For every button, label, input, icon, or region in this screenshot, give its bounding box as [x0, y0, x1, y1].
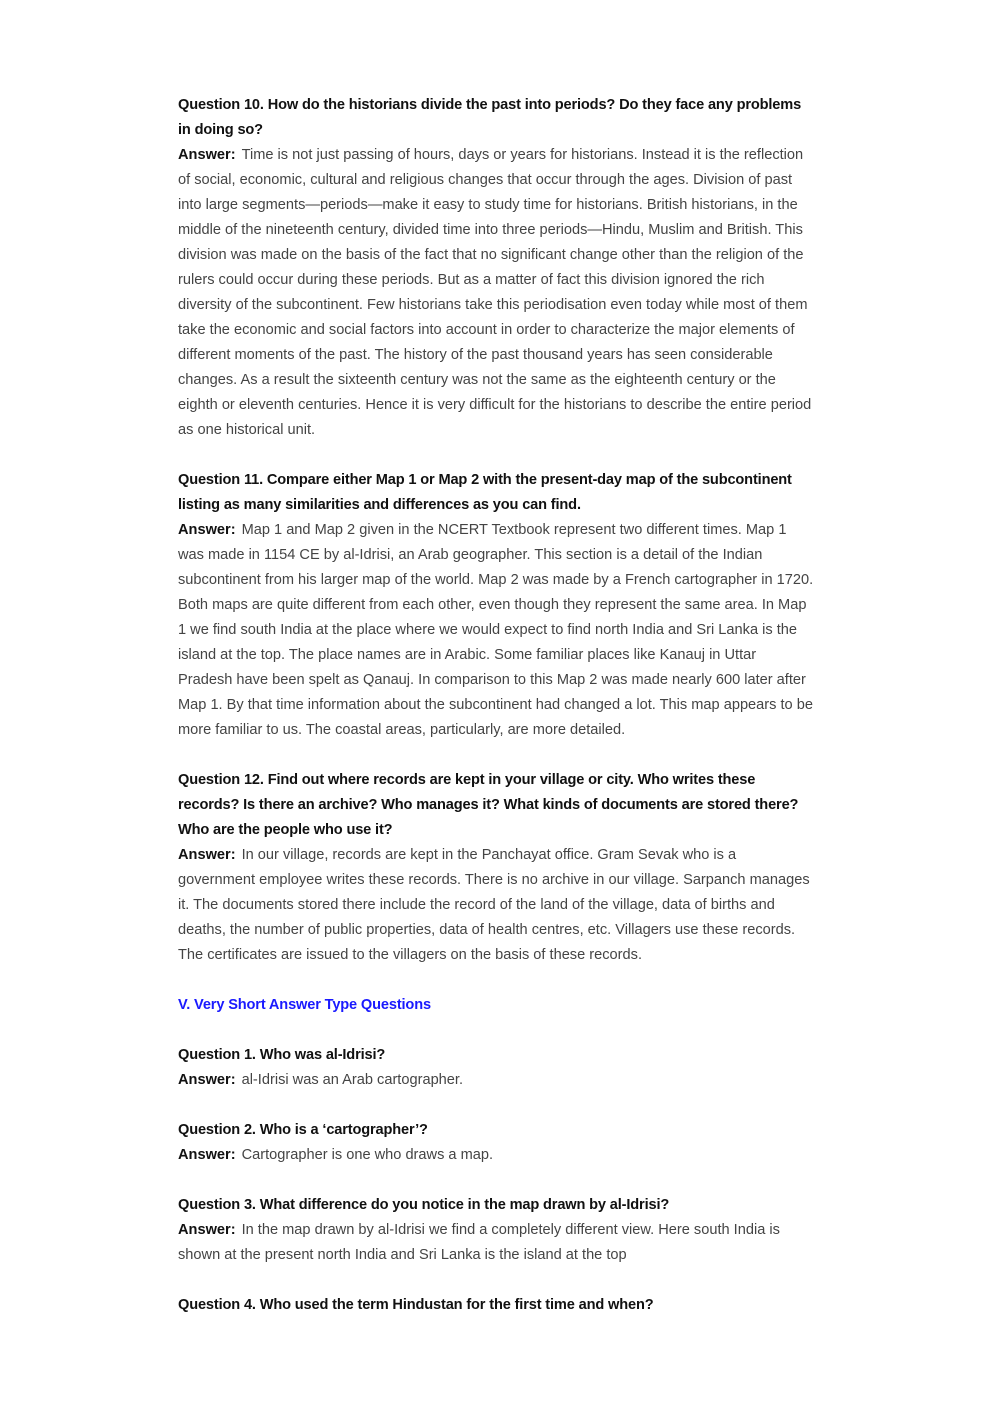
- document-page: [178, 93, 814, 1343]
- short-question-1: Question 1. Who was al-Idrisi?: [178, 1047, 386, 1063]
- qa-block-short-q1: [178, 1043, 814, 1093]
- section-heading: V. Very Short Answer Type Questions: [178, 997, 431, 1013]
- qa-block-short-q3: [178, 1193, 814, 1268]
- answer-label: Answer:: [178, 1147, 236, 1163]
- answer-11: [178, 518, 814, 743]
- short-answer-3: [178, 1218, 814, 1268]
- qa-block-short-q2: [178, 1118, 814, 1168]
- answer-text: Map 1 and Map 2 given in the NCERT Textbook represent two different times. Map 1 was made in 1154 CE by al-Idrisi, an Arab geographer. This section is a detail of the Indian subcontinent from his larger map of the world. Map 2 was made by a French cartographer in 1720. Both maps are quite different from each other, even though they represent the same area. In Map 1 we find south India at the place where we would expect to find north India and Sri Lanka is the island at the top. The place names are in Arabic. Some familiar places like Kanauj in Uttar Pradesh have been spelt as Qanauj. In comparison to this Map 2 was made nearly 600 later after Map 1. By that time information about the subcontinent had changed a lot. This map appears to be more familiar to us. The coastal areas, particularly, are more detailed.: [178, 522, 814, 738]
- qa-block-short-q4: [178, 1293, 814, 1318]
- qa-block-q12: [178, 768, 814, 968]
- answer-text: In the map drawn by al-Idrisi we find a completely different view. Here south India is shown at the present north India and Sri Lanka is the island at the top: [178, 1222, 780, 1263]
- short-question-2: Question 2. Who is a ‘cartographer’?: [178, 1122, 428, 1138]
- short-answer-2: [178, 1143, 814, 1168]
- answer-label: Answer:: [178, 847, 236, 863]
- short-answer-1: [178, 1068, 814, 1093]
- short-question-4: Question 4. Who used the term Hindustan for the first time and when?: [178, 1297, 654, 1313]
- question-10: Question 10. How do the historians divide the past into periods? Do they face any problems in doing so?: [178, 97, 802, 138]
- qa-block-q10: [178, 93, 814, 443]
- short-question-3: Question 3. What difference do you notice in the map drawn by al-Idrisi?: [178, 1197, 670, 1213]
- answer-text: Time is not just passing of hours, days or years for historians. Instead it is the reflection of social, economic, cultural and religious changes that occur through the ages. Division of past into large segments—periods—make it easy to study time for historians. British historians, in the middle of the nineteenth century, divided time into three periods—Hindu, Muslim and British. This division was made on the basis of the fact that no significant change other than the religion of the rulers could occur during these periods. But as a matter of fact this division ignored the rich diversity of the subcontinent. Few historians take this periodisation even today while most of them take the economic and social factors into account in order to characterize the major elements of different moments of the past. The history of the past thousand years has seen considerable changes. As a result the sixteenth century was not the same as the eighteenth century or the eighth or eleventh centuries. Hence it is very difficult for the historians to describe the entire period as one historical unit.: [178, 147, 812, 438]
- answer-text: al-Idrisi was an Arab cartographer.: [241, 1072, 464, 1088]
- answer-label: Answer:: [178, 147, 236, 163]
- question-11: Question 11. Compare either Map 1 or Map 2 with the present-day map of the subcontinent listing as many similarities and differences as you can find.: [178, 472, 792, 513]
- answer-10: [178, 143, 814, 443]
- answer-label: Answer:: [178, 1072, 236, 1088]
- answer-label: Answer:: [178, 1222, 236, 1238]
- answer-12: [178, 843, 814, 968]
- answer-text: Cartographer is one who draws a map.: [241, 1147, 494, 1163]
- answer-text: In our village, records are kept in the Panchayat office. Gram Sevak who is a government employee writes these records. There is no archive in our village. Sarpanch manages it. The documents stored there include the record of the land of the village, data of births and deaths, the number of public properties, data of health centres, etc. Villagers use these records. The certificates are issued to the villagers on the basis of these records.: [178, 847, 810, 963]
- answer-label: Answer:: [178, 522, 236, 538]
- question-12: Question 12. Find out where records are kept in your village or city. Who writes these records? Is there an archive? Who manages it? What kinds of documents are stored there? Who are the people who use it?: [178, 772, 799, 838]
- qa-block-q11: [178, 468, 814, 743]
